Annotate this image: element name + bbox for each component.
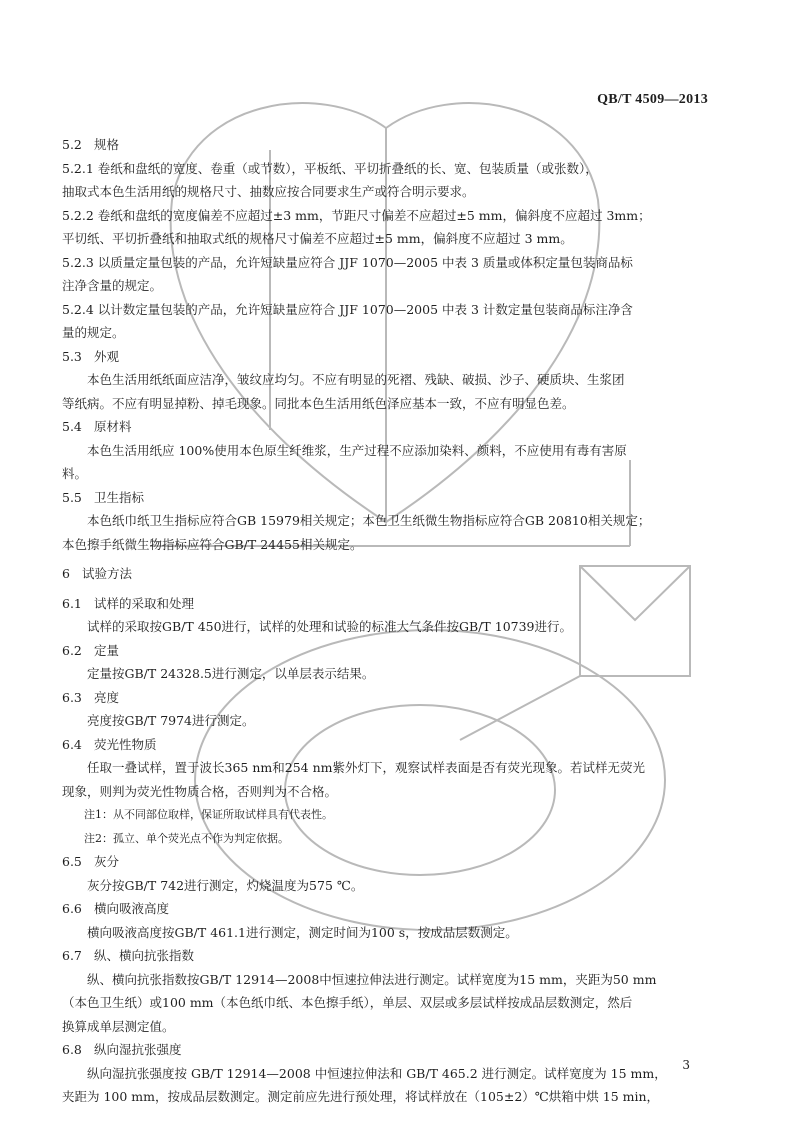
section-number: 6.2 [62,642,82,658]
section-number: 5.5 [62,489,82,505]
chapter-heading [62,562,722,586]
section-heading [62,486,722,510]
chapter-number: 6 [62,566,70,581]
section-number: 6.8 [62,1042,82,1057]
section-number: 5.4 [62,419,82,434]
section-title: 横向吸液高度 [94,901,170,916]
section-number: 5.3 [62,348,82,364]
paragraph-line: 5.2.1 卷纸和盘纸的宽度、卷重（或节数），平板纸、平切折叠纸的长、宽、包装质量（或张数）， [62,160,598,176]
section-heading [62,345,722,369]
section-title: 规格 [94,137,120,152]
paragraph-line: 等纸病。不应有明显掉粉、掉毛现象。同批本色生活用纸色泽应基本一致，不应有明显色差。 [62,395,575,411]
paragraph-line: 本色擦手纸微生物指标应符合GB/T 24455相关规定。 [62,536,363,552]
paragraph-line: 纵向湿抗张强度按 GB/T 12914—2008 中恒速拉伸法和 GB/T 465.2 进行测定。试样宽度为 15 mm， [87,1065,667,1081]
paragraph-line: 任取一叠试样，置于波长365 nm和254 nm紫外灯下，观察试样表面是否有荧光现象。若试样无荧光 [87,760,645,775]
paragraph-line: 5.2.3 以质量定量包装的产品，允许短缺量应符合 JJF 1070—2005 中表 3 质量或体积定量包装商品标 [62,254,633,270]
section-title: 原材料 [94,419,132,434]
paragraph-line: 5.2.2 卷纸和盘纸的宽度偏差不应超过±3 mm，节距尺寸偏差不应超过±5 mm，偏斜度不应超过 3mm； [62,207,651,223]
section-title: 亮度 [94,689,120,705]
paragraph-line: 量的规定。 [62,325,125,340]
paragraph-line: 夹距为 100 mm，按成品层数测定。测定前应先进行预处理，将试样放在（105±2）℃烘箱中烘 15 min， [62,1089,660,1104]
section-title: 纵向湿抗张强度 [94,1042,182,1057]
paragraph-line: 试样的采取按GB/T 450进行，试样的处理和试验的标准大气条件按GB/T 10739进行。 [87,619,573,634]
section-heading [62,1038,722,1062]
paragraph-line: 定量按GB/T 24328.5进行测定，以单层表示结果。 [87,666,375,681]
document-body [62,133,722,1109]
note-line: 注1：从不同部位取样，保证所取试样具有代表性。 [84,808,333,821]
section-number: 6.6 [62,901,82,916]
paragraph-line: 平切纸、平切折叠纸和抽取式纸的规格尺寸偏差不应超过±5 mm，偏斜度不应超过 3 mm。 [62,231,573,246]
section-heading [62,944,722,968]
section-heading [62,897,722,921]
note-line: 注2：孤立、单个荧光点不作为判定依据。 [84,831,289,845]
section-number: 6.5 [62,854,82,869]
paragraph-line: 本色生活用纸应 100%使用本色原生纤维浆，生产过程不应添加染料、颜料，不应使用有毒有害原 [87,442,627,458]
section-title: 荧光性物质 [94,736,157,752]
paragraph-line: 亮度按GB/T 7974进行测定。 [87,713,255,728]
paragraph-line: 横向吸液高度按GB/T 461.1进行测定，测定时间为100 s，按成品层数测定。 [87,924,518,940]
section-heading [62,850,722,874]
section-title: 灰分 [94,854,120,869]
section-title: 卫生指标 [94,489,145,505]
section-title: 试样的采取和处理 [94,595,195,611]
paragraph-line: 本色生活用纸纸面应洁净，皱纹应均匀。不应有明显的死褶、残缺、破损、沙子、硬质块、生浆团 [87,372,625,387]
paragraph-line: 本色纸巾纸卫生指标应符合GB 15979相关规定；本色卫生纸微生物指标应符合GB 20810相关规定； [87,513,651,528]
section-title: 纵、横向抗张指数 [94,948,195,963]
document-code: QB/T 4509—2013 [597,92,708,107]
paragraph-line: 料。 [62,466,88,481]
paragraph-line: 纵、横向抗张指数按GB/T 12914—2008中恒速拉伸法进行测定。试样宽度为15 mm，夹距为50 mm [87,971,657,987]
section-heading [62,639,722,663]
section-number: 6.3 [62,689,82,705]
paragraph-line: 现象，则判为荧光性物质合格，否则判为不合格。 [62,783,338,799]
section-heading [62,415,722,439]
paragraph-line: 抽取式本色生活用纸的规格尺寸、抽数应按合同要求生产或符合明示要求。 [62,184,475,199]
section-heading [62,686,722,710]
section-number: 6.4 [62,736,82,752]
chapter-title: 试验方法 [82,566,133,581]
paragraph-line: 注净含量的规定。 [62,278,163,293]
section-heading [62,133,722,157]
section-heading [62,733,722,757]
section-heading [62,592,722,616]
section-title: 外观 [94,348,120,364]
section-number: 5.2 [62,137,82,152]
paragraph-line: 换算成单层测定值。 [62,1018,175,1034]
page-number: 3 [682,1058,690,1072]
paragraph-line: （本色卫生纸）或100 mm（本色纸巾纸、本色擦手纸），单层、双层或多层试样按成品层数测定，然后 [62,995,633,1010]
section-number: 6.1 [62,595,82,611]
paragraph-line: 5.2.4 以计数定量包装的产品，允许短缺量应符合 JJF 1070—2005 中表 3 计数定量包装商品标注净含 [62,301,633,317]
section-title: 定量 [94,642,120,658]
section-number: 6.7 [62,948,82,963]
paragraph-line: 灰分按GB/T 742进行测定，灼烧温度为575 ℃。 [87,877,364,893]
